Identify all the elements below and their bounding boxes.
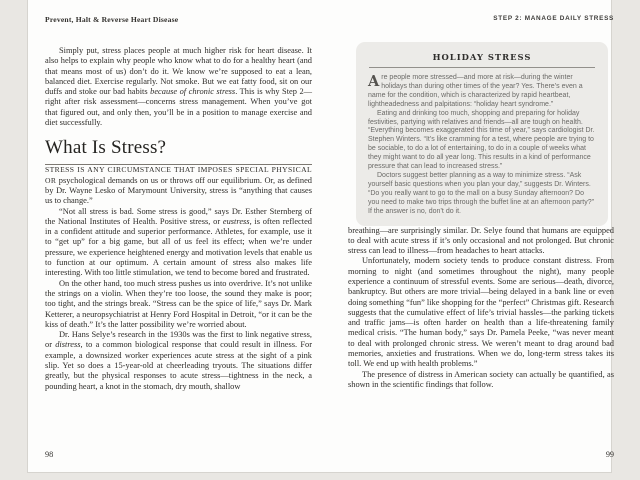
- paragraph-selye: [45, 330, 312, 392]
- section-heading: What Is Stress?: [45, 137, 312, 165]
- paragraph-selye-text: Dr. Hans Selye’s research in the 1930s was the first to link negative stress, or: [45, 330, 312, 350]
- paragraph-intro: [45, 46, 312, 128]
- paragraph-breathing: breathing—are surprisingly similar. Dr. Selye found that humans are equipped to deal with acute stress if it’s only occasional and not prolonged. But chronic stress can lead to illness—from headaches to heart attacks.: [348, 225, 614, 256]
- paragraph-intro-text-end: . This is why Step 2—right after risk assessment—concerns stress management. When you’ve got that figured out, and only then, you’ll be in a position to manage exercise and diet successfully.: [45, 87, 313, 128]
- page-left: [45, 0, 312, 473]
- sidebar-title: HOLIDAY STRESS: [432, 52, 532, 62]
- paragraph-lead: [45, 165, 312, 206]
- sidebar-rule: [369, 67, 595, 68]
- running-head-chapter: STEP 2: MANAGE DAILY STRESS: [493, 15, 614, 22]
- paragraph-eustress-text: “Not all stress is bad. Some stress is good,” says Dr. Esther Sternberg of the National Institutes of Health. Positive stress, or: [45, 206, 312, 226]
- sidebar-paragraph-1: [368, 74, 596, 110]
- page-right: [348, 0, 614, 473]
- holiday-stress-sidebar: [356, 42, 608, 226]
- paragraph-modern-society: Unfortunately, modern society tends to produce constant distress. From morning to night (and sometimes throughout the night), many people experience a continuum of stressful events. Some are serious—death, divorce, bankruptcy. But others are more trivial—being delayed in a bank line or even doing something “fun” like shopping for the “perfect” Christmas gift. Research suggests that the cumulative effect of life’s trivial hassles—the parking tickets and traffic jams—is often harder on health than a life-threatening family medical crisis. “The human body,” says Dr. Pamela Peeke, “was never meant to deal with prolonged chronic stress. We weren’t meant to drag around bad memories, anxieties and frustrations. When we do, long-term stress takes its toll. We end up with health problems.”: [348, 256, 614, 369]
- paragraph-intro-emphasis: because of chronic stress: [150, 87, 236, 97]
- paragraph-intro-text: Simply put, stress places people at much higher risk for heart disease. It also helps to explain why people who know what to do for a healthy heart (and that means most of us) don’t do it. We know we’re supposed to eat a lean, balanced diet. Exercise regularly. Not smoke. But we eat fatty food, sit on our duffs and stoke our bad habits: [45, 46, 312, 97]
- paragraph-eustress-emphasis: eustress: [222, 216, 250, 226]
- lead-rest: psychological demands on us or throws off our equilibrium. Or, as defined by Dr. Wayne Lesko of Marymount University, stress is “anything that causes us to change.”: [45, 175, 312, 206]
- paragraph-eustress: [45, 207, 312, 279]
- page-number-right: 99: [605, 450, 614, 459]
- book-spread: [27, 0, 612, 473]
- paragraph-distress-quantified: The presence of distress in American society can actually be quantified, as shown in the scientific findings that follow.: [348, 369, 614, 389]
- paragraph-selye-emphasis: distress: [55, 340, 81, 350]
- sidebar-paragraph-3: Doctors suggest better planning as a way to minimize stress. “Ask yourself basic questions when you plan your day,” suggests Dr. Winters. “Do you really want to go to the mall on a busy Sunday afternoon? Do you need to make two trips through the buffet line at an afternoon party?” If the answer is no, don’t do it.: [368, 171, 594, 215]
- sidebar-paragraph-1-text: re people more stressed—and more at risk—during the winter holidays than during other times of the year? Yes. There’s even a name for the condition, which is characterized by rapid heartbeat, lightheadedness and palpitations: “holiday heart syndrome.”: [368, 74, 583, 108]
- paragraph-selye-text-end: , to a common biological response that could result in illness. For example, a downsized worker experiences acute stress at the sight of a pink slip. Yet so does a 15-year-old at cheerleading tryouts. The situations differ greatly, but the physical responses to acute stress—tightness in the neck, a pounding heart, a knot in the stomach, dry mouth, shallow: [45, 340, 312, 391]
- sidebar-dropcap: A: [368, 73, 380, 90]
- page-number-left: 98: [45, 450, 54, 459]
- paragraph-eustress-text-end: , is often reflected in a confident attitude and superior performance. Athletes, for example, use it to “get up” for a big game, but all of us feel its effect; when we’re under pressure, we experience heightened energy and motivation levels that enable us to function at our optimum. A certain amount of stress also makes life interesting. With too little stimulation, we tend to become bored and frustrated.: [45, 216, 312, 278]
- lead-smallcaps: STRESS IS ANY CIRCUMSTANCE THAT IMPOSES SPECIAL PHYSICAL OR: [45, 165, 312, 185]
- running-head-book-title: Prevent, Halt & Reverse Heart Disease: [45, 15, 179, 24]
- sidebar-paragraph-2: Eating and drinking too much, shopping and preparing for holiday festivities, partying with relatives and friends—all are tough on health. “Everything becomes exaggerated this time of year,” says cardiologist Dr. Stephen Winters. “It’s like cramming for a test, where people are trying to be sociable, to do a lot of entertaining, to do in a couple of weeks what they might want to do all year long. This results in a kind of performance pressure that can lead to increased stress.”: [368, 109, 595, 171]
- paragraph-violin: On the other hand, too much stress pushes us into overdrive. It’s not unlike the strings on a violin. When they’re too loose, the sound they make is poor; too tight, and the strings break. “Stress can be the spice of life,” says Dr. Mark Ketterer, a neuropsychiatrist at Henry Ford Hospital in Detroit, “or it can be the kiss of death.” It’s the latter possibility we’re worried about.: [45, 278, 312, 329]
